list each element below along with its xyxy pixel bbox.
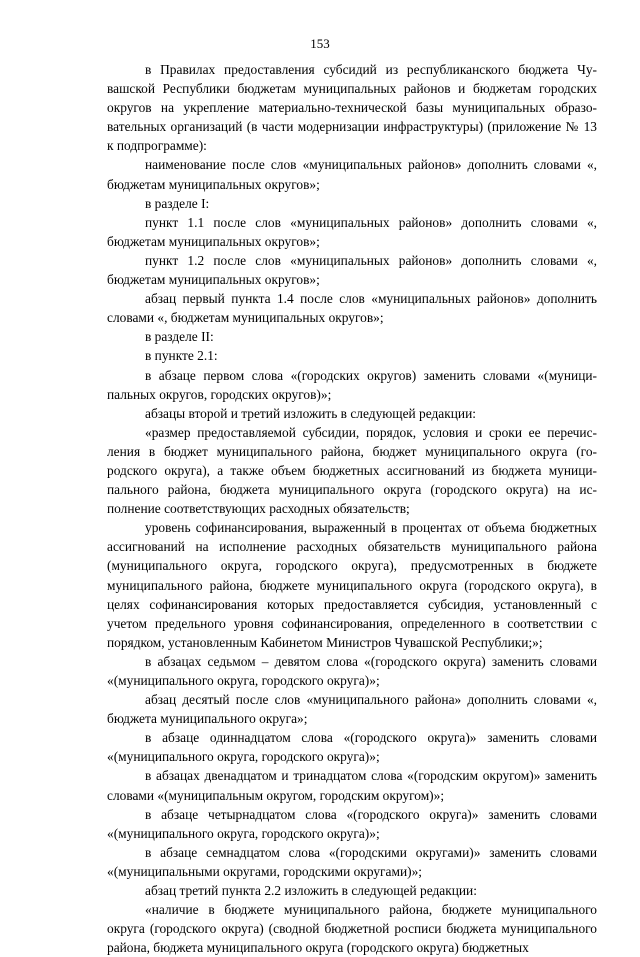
paragraph-20: «наличие в бюджете муниципального района, бюджете муниципального округа (городского округа) (сводной бюджетной росписи бюджета муниципального района, бюджета муниципального округа (городского округа) бюджетных bbox=[107, 902, 597, 956]
document-body bbox=[107, 60, 597, 957]
page-number: 153 bbox=[310, 36, 330, 51]
paragraph-17: в абзаце четырнадцатом слова «(городского округа)» заменить словами «(муниципального округа, городского округа)»; bbox=[107, 806, 597, 841]
paragraph-4: пункт 1.1 после слов «муниципальных районов» дополнить словами «, бюджетам муниципальных округов»; bbox=[107, 214, 597, 249]
paragraph-5: пункт 1.2 после слов «муниципальных районов» дополнить словами «, бюджетам муниципальных округов»; bbox=[107, 252, 597, 288]
paragraph-10: абзацы второй и третий изложить в следующей редакции: bbox=[145, 405, 476, 421]
paragraph-18: в абзаце семнадцатом слова «(городскими округами)» заменить словами «(муниципальными округами, городскими округами)»; bbox=[107, 844, 597, 879]
paragraph-11: «размер предоставляемой субсидии, порядок, условия и сроки ее перечисления в бюджет муниципального района, бюджет муниципального округа (городского округа), а также объем бюджетных ассигнований из бюджета муниципального района, бюджета муниципального округа (городского округа) на исполнение соответствующих расходных обязательств; bbox=[107, 424, 597, 517]
paragraph-9: в абзаце первом слова «(городских округов) заменить словами «(муниципальных округов, городских округов)»; bbox=[107, 367, 597, 402]
paragraph-8: в пункте 2.1: bbox=[145, 348, 218, 364]
paragraph-14: абзац десятый после слов «муниципального района» дополнить словами «, бюджета муниципального округа»; bbox=[107, 692, 597, 727]
paragraph-1: в Правилах предоставления субсидий из республиканского бюджета Чувашской Республики бюджетам муниципальных районов и бюджетам городских округов на укрепление материально-технической базы муниципальных образовательных организаций (в части модернизации инфраструктуры) (приложение № 13 к подпрограмме): bbox=[107, 62, 597, 154]
paragraph-2: наименование после слов «муниципальных районов» дополнить словами «, бюджетам муниципальных округов»; bbox=[107, 157, 597, 192]
paragraph-7: в разделе II: bbox=[145, 329, 214, 345]
paragraph-12: уровень софинансирования, выраженный в процентах от объема бюджетных ассигнований на исполнение расходных обязательств муниципального района (муниципального округа, городского округа), предусмотренных в бюджете муниципального района, бюджете муниципального округа (городского округа), в целях софинансирования которых предоставляется субсидия, установленный с учетом предельного уровня софинансирования, определенного в соответствии с порядком, установленным Кабинетом Министров Чувашской Республики;»; bbox=[107, 520, 597, 650]
paragraph-3: в разделе I: bbox=[145, 195, 210, 211]
paragraph-19: абзац третий пункта 2.2 изложить в следующей редакции: bbox=[145, 883, 477, 899]
paragraph-15: в абзаце одиннадцатом слова «(городского округа)» заменить словами «(муниципального округа, городского округа)»; bbox=[107, 730, 597, 765]
paragraph-13: в абзацах седьмом – девятом слова «(городского округа) заменить словами «(муниципального округа, городского округа)»; bbox=[107, 653, 597, 688]
paragraph-16: в абзацах двенадцатом и тринадцатом слова «(городским округом)» заменить словами «(муниципальным округом, городским округом)»; bbox=[107, 768, 597, 803]
paragraph-6: абзац первый пункта 1.4 после слов «муниципальных районов» дополнить словами «, бюджетам муниципальных округов»; bbox=[107, 291, 597, 326]
